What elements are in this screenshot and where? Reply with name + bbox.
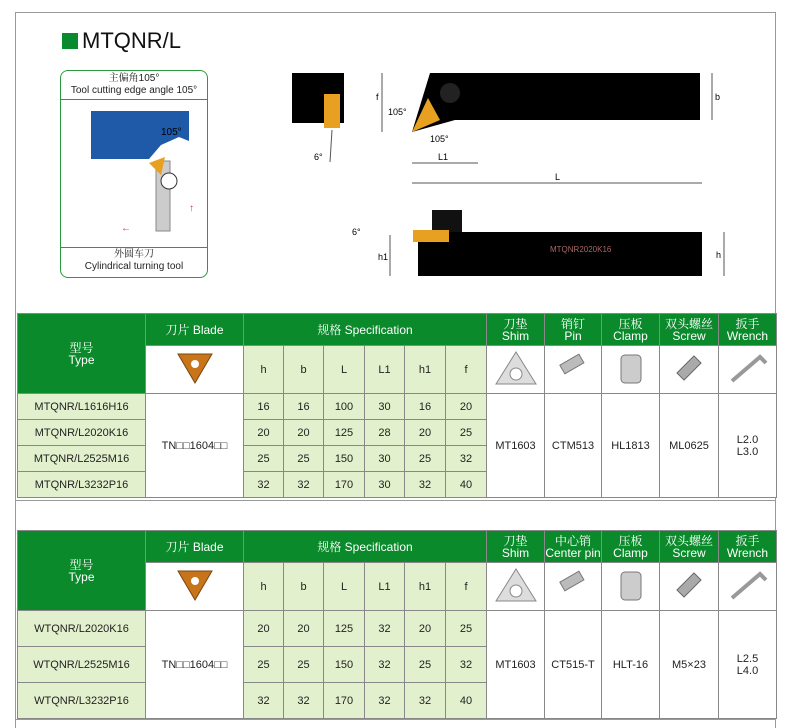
spec-col-f: f (446, 346, 487, 394)
spec-value-L1: 28 (365, 420, 405, 446)
screw-header: 双头螺丝 Screw (660, 314, 719, 346)
spec-value-f: 40 (446, 683, 487, 719)
spec-value-L: 150 (324, 647, 365, 683)
pin-header: 中心销 Center pin (545, 531, 602, 563)
spec-col-L1: L1 (365, 346, 405, 394)
title-text: MTQNR/L (82, 28, 181, 53)
clamp-code: HLT-16 (602, 611, 660, 719)
spec-value-L1: 32 (365, 683, 405, 719)
type-cell: MTQNR/L1616H16 (18, 394, 146, 420)
spec-col-h: h (244, 563, 284, 611)
label-L: L (555, 172, 561, 182)
shim-header: 刀垫 Shim (487, 531, 545, 563)
table-row (18, 611, 777, 647)
screw-icon (660, 563, 719, 611)
pin-icon (545, 563, 602, 611)
spec-value-L1: 30 (365, 394, 405, 420)
spec-value-L: 125 (324, 420, 365, 446)
inset-top-en: Tool cutting edge angle 105° (70, 85, 198, 96)
spec-col-L: L (324, 346, 365, 394)
type-cell: WTQNR/L2525M16 (18, 647, 146, 683)
spec-header: 规格 Specification (244, 531, 487, 563)
inset-bottom-en: Cylindrical turning tool (84, 261, 184, 272)
spec-value-b: 32 (284, 683, 324, 719)
type-header: 型号 Type (18, 531, 146, 611)
tool-drawing (280, 60, 740, 290)
spec-value-L1: 30 (365, 472, 405, 498)
spec-value-b: 25 (284, 446, 324, 472)
inset-diagram (60, 70, 208, 278)
spec-value-f: 25 (446, 420, 487, 446)
shim-code: MT1603 (487, 394, 545, 498)
spec-value-h: 25 (244, 446, 284, 472)
spec-value-h: 32 (244, 472, 284, 498)
spec-header: 规格 Specification (244, 314, 487, 346)
shim-icon (487, 346, 545, 394)
spec-value-L1: 32 (365, 647, 405, 683)
spec-value-L: 170 (324, 683, 365, 719)
wrench-code: L2.5 L4.0 (719, 611, 777, 719)
spec-col-L1: L1 (365, 563, 405, 611)
pin-code: CT515-T (545, 611, 602, 719)
clamp-header: 压板 Clamp (602, 531, 660, 563)
spec-value-f: 25 (446, 611, 487, 647)
type-cell: MTQNR/L3232P16 (18, 472, 146, 498)
page-title (62, 28, 181, 54)
pin-header: 销钉 Pin (545, 314, 602, 346)
blade-header: 刀片 Blade (146, 314, 244, 346)
angle-6-side: 6° (352, 227, 361, 237)
turning-illustration (61, 101, 208, 251)
wrench-icon (719, 346, 777, 394)
wrench-header: 扳手 Wrench (719, 531, 777, 563)
table-row (18, 394, 777, 420)
type-cell: MTQNR/L2020K16 (18, 420, 146, 446)
spec-col-b: b (284, 563, 324, 611)
label-b: b (715, 92, 721, 102)
spec-value-f: 40 (446, 472, 487, 498)
inset-bottom-cn: 外圆车刀 (114, 249, 154, 260)
blade-insert-image (146, 346, 244, 394)
clamp-header: 压板 Clamp (602, 314, 660, 346)
screw-icon (660, 346, 719, 394)
spec-value-h1: 20 (405, 611, 446, 647)
blade-insert-image (146, 563, 244, 611)
spec-value-h1: 32 (405, 683, 446, 719)
inset-top-cn: 主偏角105° (108, 73, 160, 84)
spec-value-h1: 32 (405, 472, 446, 498)
angle-105-a: 105° (388, 107, 407, 117)
type-header: 型号 Type (18, 314, 146, 394)
wrench-header: 扳手 Wrench (719, 314, 777, 346)
clamp-icon (602, 346, 660, 394)
spec-value-h: 16 (244, 394, 284, 420)
shim-icon (487, 563, 545, 611)
svg-text:↑: ↑ (189, 203, 194, 214)
spec-value-h: 20 (244, 420, 284, 446)
pin-icon (545, 346, 602, 394)
shim-header: 刀垫 Shim (487, 314, 545, 346)
tool-marking: MTQNR2020K16 (550, 245, 612, 254)
spec-col-h1: h1 (405, 563, 446, 611)
label-h1: h1 (378, 252, 389, 262)
spec-value-f: 32 (446, 446, 487, 472)
angle-105-b: 105° (430, 134, 449, 144)
spec-col-f: f (446, 563, 487, 611)
label-L1: L1 (438, 152, 449, 162)
spec-col-L: L (324, 563, 365, 611)
screw-code: ML0625 (660, 394, 719, 498)
wrench-code: L2.0 L3.0 (719, 394, 777, 498)
label-f: f (376, 92, 379, 102)
blade-header: 刀片 Blade (146, 531, 244, 563)
clamp-icon (602, 563, 660, 611)
type-cell: WTQNR/L3232P16 (18, 683, 146, 719)
spec-col-h: h (244, 346, 284, 394)
spec-value-L: 170 (324, 472, 365, 498)
svg-text:←: ← (121, 223, 131, 234)
spec-value-h1: 25 (405, 446, 446, 472)
spec-value-b: 32 (284, 472, 324, 498)
spec-value-b: 20 (284, 611, 324, 647)
wrench-icon (719, 563, 777, 611)
spec-table-wtqnr (17, 530, 777, 719)
spec-value-h: 32 (244, 683, 284, 719)
spec-value-h: 20 (244, 611, 284, 647)
spec-value-h1: 25 (405, 647, 446, 683)
spec-col-b: b (284, 346, 324, 394)
angle-6-top: 6° (314, 152, 323, 162)
spec-value-h1: 16 (405, 394, 446, 420)
blade-code: TN□□1604□□ (146, 394, 244, 498)
pin-code: CTM513 (545, 394, 602, 498)
type-cell: MTQNR/L2525M16 (18, 446, 146, 472)
spec-value-h: 25 (244, 647, 284, 683)
spec-value-f: 32 (446, 647, 487, 683)
spec-value-b: 20 (284, 420, 324, 446)
spec-value-b: 25 (284, 647, 324, 683)
spec-value-L: 125 (324, 611, 365, 647)
spec-table-mtqnr (17, 313, 777, 498)
spec-col-h1: h1 (405, 346, 446, 394)
type-cell: WTQNR/L2020K16 (18, 611, 146, 647)
blade-code: TN□□1604□□ (146, 611, 244, 719)
screw-header: 双头螺丝 Screw (660, 531, 719, 563)
clamp-code: HL1813 (602, 394, 660, 498)
inset-angle: 105° (161, 127, 182, 138)
label-h: h (716, 250, 722, 260)
spec-value-L: 150 (324, 446, 365, 472)
screw-code: M5×23 (660, 611, 719, 719)
spec-value-b: 16 (284, 394, 324, 420)
shim-code: MT1603 (487, 611, 545, 719)
green-square-icon (62, 33, 78, 49)
spec-value-L: 100 (324, 394, 365, 420)
spec-value-L1: 32 (365, 611, 405, 647)
spec-value-h1: 20 (405, 420, 446, 446)
spec-value-f: 20 (446, 394, 487, 420)
spec-value-L1: 30 (365, 446, 405, 472)
